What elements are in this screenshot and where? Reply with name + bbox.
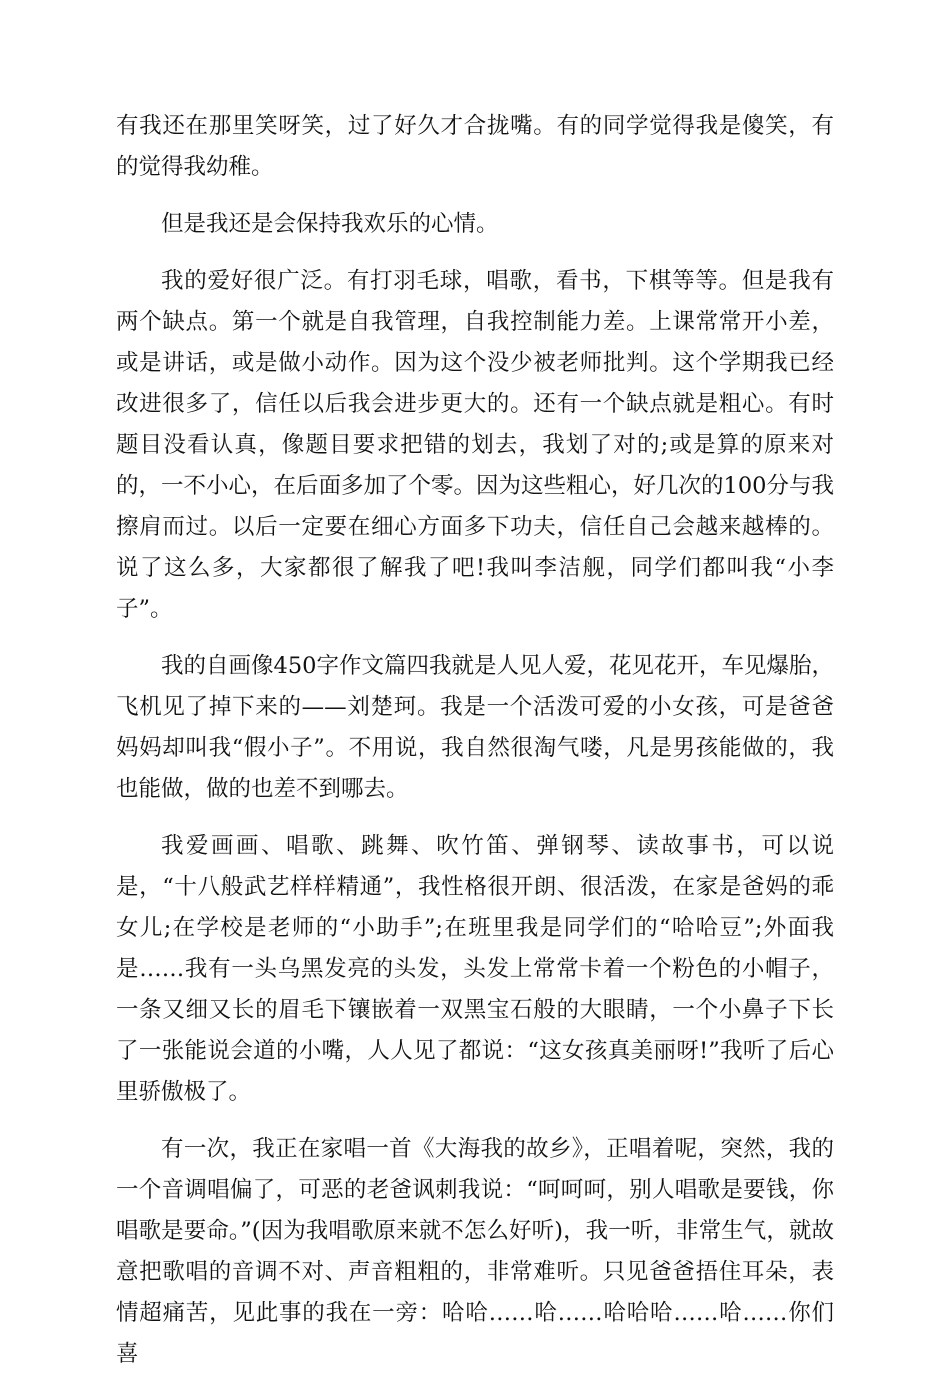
paragraph-1: 有我还在那里笑呀笑，过了好久才合拢嘴。有的同学觉得我是傻笑，有的觉得我幼稚。 [116,113,834,180]
paragraph-4: 我的自画像450字作文篇四我就是人见人爱，花见花开，车见爆胎，飞机见了掉下来的——刘楚珂。我是一个活泼可爱的小女孩，可是爸爸妈妈却叫我“假小子”。不用说，我自然很淘气喽，凡是男孩能做的，我也能做，做的也差不到哪去。 [116,653,834,802]
paragraph-5: 我爱画画、唱歌、跳舞、吹竹笛、弹钢琴、读故事书，可以说是，“十八般武艺样样精通”，我性格很开朗、很活泼，在家是爸妈的乖女儿;在学校是老师的“小助手”;在班里我是同学们的“哈哈豆”;外面我是……我有一头乌黑发亮的头发，头发上常常卡着一个粉色的小帽子，一条又细又长的眉毛下镶嵌着一双黑宝石般的大眼睛，一个小鼻子下长了一张能说会道的小嘴，人人见了都说：“这女孩真美丽呀!”我听了后心里骄傲极了。 [116,833,834,1105]
document-body [116,106,834,1391]
paragraph-2: 但是我还是会保持我欢乐的心情。 [161,211,499,237]
paragraph-3: 我的爱好很广泛。有打羽毛球，唱歌，看书，下棋等等。但是我有两个缺点。第一个就是自我管理，自我控制能力差。上课常常开小差，或是讲话，或是做小动作。因为这个没少被老师批判。这个学期我已经改进很多了，信任以后我会进步更大的。还有一个缺点就是粗心。有时题目没看认真，像题目要求把错的划去，我划了对的;或是算的原来对的，一不小心，在后面多加了个零。因为这些粗心，好几次的100分与我擦肩而过。以后一定要在细心方面多下功夫，信任自己会越来越棒的。说了这么多，大家都很了解我了吧!我叫李洁舰，同学们都叫我“小李子”。 [116,268,834,622]
paragraph-6: 有一次，我正在家唱一首《大海我的故乡》，正唱着呢，突然，我的一个音调唱偏了，可恶的老爸讽刺我说：“呵呵呵，别人唱歌是要钱，你唱歌是要命。”(因为我唱歌原来就不怎么好听)，我一听，非常生气，就故意把歌唱的音调不对、声音粗粗的，非常难听。只见爸爸捂住耳朵，表情超痛苦，见此事的我在一旁：哈哈……哈……哈哈哈……哈……你们喜 [116,1136,834,1367]
